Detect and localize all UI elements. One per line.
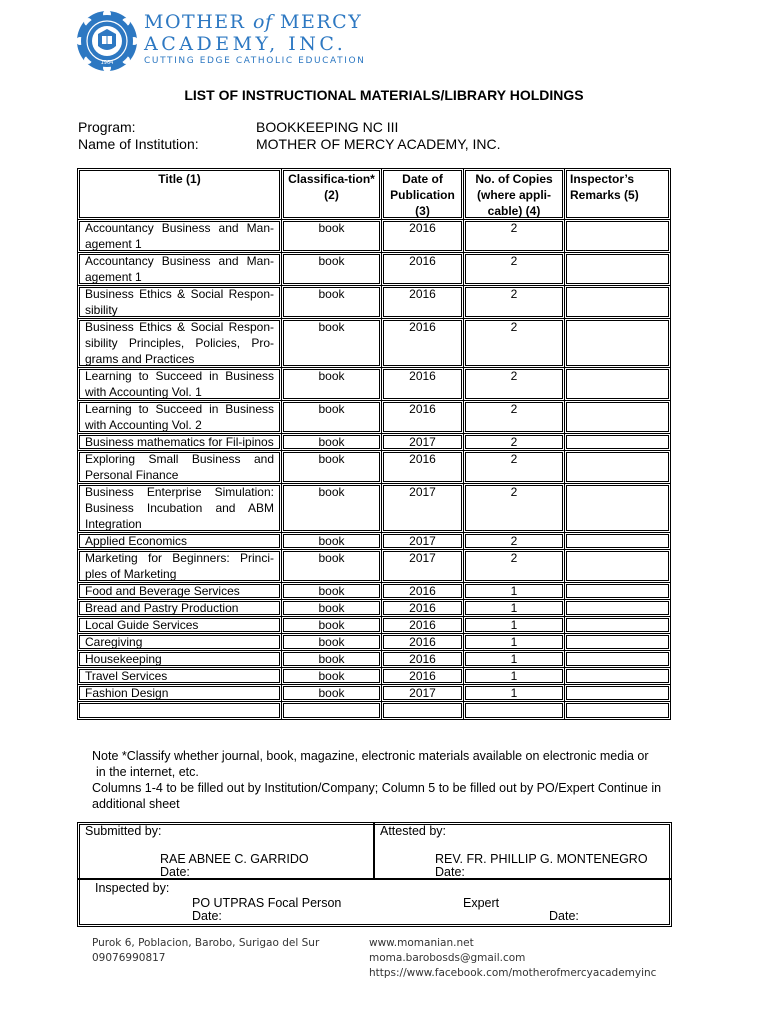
cell-remarks: [565, 451, 671, 484]
cell-date: 2016: [382, 617, 464, 634]
attested-by-date: Date:: [435, 865, 465, 879]
signature-box: [77, 822, 672, 927]
cell-copies: 2: [464, 451, 565, 484]
institution-value: MOTHER OF MERCY ACADEMY, INC.: [256, 136, 501, 152]
cell-copies: 2: [464, 533, 565, 550]
cell-date: 2017: [382, 484, 464, 533]
inspected-by-label: Inspected by:: [95, 881, 170, 895]
cell-title: Accountancy Business and Man-agement 1: [78, 220, 282, 253]
cell-remarks: [565, 685, 671, 702]
cell-date: 2016: [382, 286, 464, 319]
cell-date: 2016: [382, 220, 464, 253]
cell-remarks: [565, 668, 671, 685]
cell-title: Learning to Succeed in Business with Accounting Vol. 2: [78, 401, 282, 434]
cell-remarks: [565, 617, 671, 634]
cell-date: 2016: [382, 401, 464, 434]
cell-classification: book: [282, 434, 382, 451]
expert-date: Date:: [549, 909, 579, 923]
letterhead: [76, 10, 696, 70]
brand-name-line1: [144, 11, 366, 33]
cell-title: [78, 702, 282, 720]
cell-classification: book: [282, 253, 382, 286]
cell-classification: book: [282, 668, 382, 685]
cell-title: Business Enterprise Simulation: Business Incubation and ABM Integration: [78, 484, 282, 533]
cell-title: Housekeeping: [78, 651, 282, 668]
footer-email[interactable]: moma.barobosds@gmail.com: [369, 952, 526, 964]
cell-classification: book: [282, 220, 382, 253]
note-line: Note *Classify whether journal, book, magazine, electronic materials available on electronic media or: [92, 749, 649, 763]
submitted-by-label: Submitted by:: [85, 824, 162, 838]
cell-copies: [464, 702, 565, 720]
table-row: [78, 634, 671, 651]
cell-copies: 2: [464, 434, 565, 451]
cell-copies: 1: [464, 651, 565, 668]
cell-title: Marketing for Beginners: Princi-ples of Marketing: [78, 550, 282, 583]
table-body: [78, 220, 671, 720]
cell-remarks: [565, 651, 671, 668]
brand-name-part: MOTHER: [144, 11, 253, 33]
cell-title: Applied Economics: [78, 533, 282, 550]
cell-copies: 2: [464, 401, 565, 434]
table-row: [78, 368, 671, 401]
submitted-by-name: RAE ABNEE C. GARRIDO: [160, 852, 309, 866]
cell-title: Fashion Design: [78, 685, 282, 702]
logo-year: 1964: [100, 60, 114, 66]
table-header-row: [78, 169, 671, 220]
cell-title: Business mathematics for Fil-ipinos: [78, 434, 282, 451]
table-row: [78, 550, 671, 583]
col-header-copies: No. of Copies (where appli-cable) (4): [464, 169, 565, 220]
table-row: [78, 617, 671, 634]
cell-remarks: [565, 550, 671, 583]
cell-classification: book: [282, 685, 382, 702]
school-seal-icon: [76, 10, 138, 72]
cell-title: Business Ethics & Social Respon-sibility Principles, Policies, Pro-grams and Practices: [78, 319, 282, 368]
cell-title: Learning to Succeed in Business with Accounting Vol. 1: [78, 368, 282, 401]
cell-copies: 2: [464, 220, 565, 253]
footer-contact-left: [92, 936, 319, 966]
brand: [144, 11, 366, 66]
cell-date: 2016: [382, 253, 464, 286]
signature-divider: [373, 823, 375, 878]
table-row: [78, 319, 671, 368]
cell-remarks: [565, 253, 671, 286]
cell-classification: book: [282, 651, 382, 668]
cell-date: 2016: [382, 651, 464, 668]
focal-person-date: Date:: [192, 909, 222, 923]
cell-copies: 2: [464, 253, 565, 286]
cell-copies: 2: [464, 319, 565, 368]
submitted-by-date: Date:: [160, 865, 190, 879]
note-line: Columns 1-4 to be filled out by Institution/Company; Column 5 to be filled out by PO/Expert Continue in: [92, 781, 662, 795]
cell-remarks: [565, 583, 671, 600]
cell-title: Food and Beverage Services: [78, 583, 282, 600]
cell-copies: 1: [464, 668, 565, 685]
table-row: [78, 434, 671, 451]
cell-remarks: [565, 401, 671, 434]
cell-date: 2016: [382, 668, 464, 685]
table-row: [78, 600, 671, 617]
cell-date: 2017: [382, 685, 464, 702]
cell-classification: book: [282, 451, 382, 484]
cell-copies: 1: [464, 583, 565, 600]
cell-date: 2016: [382, 600, 464, 617]
cell-remarks: [565, 533, 671, 550]
focal-person-label: PO UTPRAS Focal Person: [192, 896, 342, 910]
table-row: [78, 533, 671, 550]
cell-remarks: [565, 702, 671, 720]
table-row: [78, 401, 671, 434]
footer-phone: 09076990817: [92, 952, 166, 964]
footer-website[interactable]: www.momanian.net: [369, 937, 474, 949]
col-header-date: Date of Publication (3): [382, 169, 464, 220]
note-line: in the internet, etc.: [96, 765, 199, 779]
institution-label: Name of Institution:: [78, 136, 199, 152]
cell-title: Exploring Small Business and Personal Finance: [78, 451, 282, 484]
note-line: additional sheet: [92, 797, 180, 811]
cell-date: 2017: [382, 434, 464, 451]
cell-title: Bread and Pastry Production: [78, 600, 282, 617]
materials-table: [77, 168, 671, 720]
cell-remarks: [565, 634, 671, 651]
cell-classification: book: [282, 286, 382, 319]
page-title: LIST OF INSTRUCTIONAL MATERIALS/LIBRARY HOLDINGS: [184, 87, 584, 103]
cell-date: 2017: [382, 533, 464, 550]
cell-classification: book: [282, 368, 382, 401]
brand-name-line2: ACADEMY, INC.: [144, 33, 347, 55]
cell-classification: book: [282, 600, 382, 617]
cell-remarks: [565, 220, 671, 253]
cell-remarks: [565, 286, 671, 319]
cell-remarks: [565, 484, 671, 533]
cell-remarks: [565, 319, 671, 368]
table-row: [78, 253, 671, 286]
cell-remarks: [565, 600, 671, 617]
cell-classification: book: [282, 634, 382, 651]
cell-classification: book: [282, 550, 382, 583]
cell-date: 2016: [382, 368, 464, 401]
cell-title: Business Ethics & Social Respon-sibility: [78, 286, 282, 319]
cell-classification: [282, 702, 382, 720]
table-row: [78, 685, 671, 702]
cell-classification: book: [282, 583, 382, 600]
col-header-remarks: Inspector’s Remarks (5): [565, 169, 671, 220]
program-label: Program:: [78, 119, 136, 135]
cell-date: 2016: [382, 634, 464, 651]
table-row: [78, 220, 671, 253]
table-row: [78, 702, 671, 720]
cell-classification: book: [282, 484, 382, 533]
table-row: [78, 451, 671, 484]
cell-copies: 2: [464, 286, 565, 319]
cell-date: 2016: [382, 319, 464, 368]
cell-copies: 2: [464, 484, 565, 533]
col-header-title: Title (1): [78, 169, 282, 220]
cell-copies: 1: [464, 600, 565, 617]
brand-name-part: MERCY: [272, 11, 363, 33]
attested-by-label: Attested by:: [380, 824, 447, 838]
footer-contact-right: [369, 936, 656, 981]
table-row: [78, 651, 671, 668]
table-row: [78, 668, 671, 685]
cell-classification: book: [282, 533, 382, 550]
cell-classification: book: [282, 401, 382, 434]
table-row: [78, 286, 671, 319]
program-value: BOOKKEEPING NC III: [256, 119, 399, 135]
table-row: [78, 583, 671, 600]
cell-copies: 1: [464, 617, 565, 634]
cell-classification: book: [282, 617, 382, 634]
cell-date: 2016: [382, 451, 464, 484]
brand-name-of: of: [253, 11, 273, 33]
cell-copies: 2: [464, 550, 565, 583]
expert-label: Expert: [463, 896, 500, 910]
table-row: [78, 484, 671, 533]
cell-date: 2017: [382, 550, 464, 583]
brand-tagline: CUTTING EDGE CATHOLIC EDUCATION: [144, 56, 366, 66]
cell-copies: 1: [464, 634, 565, 651]
cell-title: Local Guide Services: [78, 617, 282, 634]
cell-date: [382, 702, 464, 720]
cell-remarks: [565, 368, 671, 401]
cell-copies: 2: [464, 368, 565, 401]
cell-copies: 1: [464, 685, 565, 702]
cell-title: Travel Services: [78, 668, 282, 685]
attested-by-name: REV. FR. PHILLIP G. MONTENEGRO: [435, 852, 648, 866]
cell-title: Accountancy Business and Man-agement 1: [78, 253, 282, 286]
col-header-classification: Classifica-tion*(2): [282, 169, 382, 220]
cell-date: 2016: [382, 583, 464, 600]
note-block: [92, 748, 692, 812]
footer-facebook[interactable]: https://www.facebook.com/motherofmercyacademyinc: [369, 967, 657, 979]
cell-remarks: [565, 434, 671, 451]
footer-address: Purok 6, Poblacion, Barobo, Surigao del Sur: [92, 937, 320, 949]
cell-title: Caregiving: [78, 634, 282, 651]
cell-classification: book: [282, 319, 382, 368]
